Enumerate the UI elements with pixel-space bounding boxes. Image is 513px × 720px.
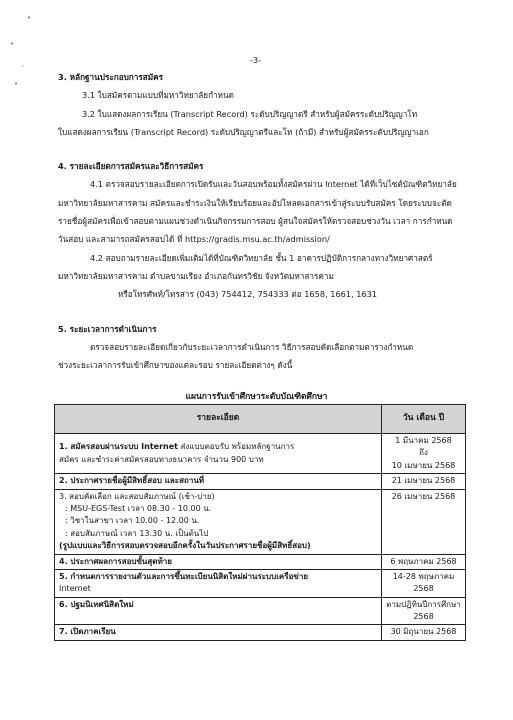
section-5-line: ตรวจสอบรายละเอียดเกี่ยวกับระยะเวลาการดำเนินการ วิธีการสอบคัดเลือกตามตารางกำหนด bbox=[90, 342, 414, 352]
row-title: 1. สมัครสอบผ่านระบบ Internet bbox=[59, 442, 178, 452]
section-3-item-2-line-2: ใบแสดงผลการเรียน (Transcript Record) ระดับปริญญาตรีและโท (ถ้ามี) สำหรับผู้สมัครระดับปริญญาเอก bbox=[58, 127, 429, 137]
row-date bbox=[382, 554, 466, 569]
section-4-2-line: 4.2 สอบถามรายละเอียดเพิ่มเติมได้ที่บัณฑิตวิทยาลัย ชั้น 1 อาคารปฏิบัติการกลางทางวิทยาศาสตร์ bbox=[90, 253, 433, 263]
row-date-line: 30 มิถุนายน 2568 bbox=[390, 627, 457, 637]
row-title: 6. ปฐมนิเทศนิสิตใหม่ bbox=[59, 599, 134, 609]
row-date bbox=[382, 597, 466, 625]
table-header-row bbox=[55, 405, 466, 434]
section-3-item-2-line-1: 3.2 ใบแสดงผลการเรียน (Transcript Record) ระดับปริญญาตรี สำหรับผู้สมัครระดับปริญญาโท bbox=[82, 109, 418, 119]
row-note: (รูปแบบและวิธีการสอบตรวจสอบอีกครั้งในวันประกาศรายชื่อผู้มีสิทธิ์สอบ) bbox=[59, 541, 311, 551]
row-title: 7. เปิดภาคเรียน bbox=[59, 627, 116, 637]
row-title: 2. ประกาศรายชื่อผู้มีสิทธิ์สอบ และสถานที่ bbox=[59, 476, 205, 486]
section-3-item-1: 3.1 ใบสมัครตามแบบที่มหาวิทยาลัยกำหนด bbox=[82, 90, 234, 100]
admission-schedule-table bbox=[54, 404, 466, 641]
row-date-line: ตามปฏิทินปีการศึกษา 2568 bbox=[386, 599, 461, 622]
row-line: : MSU-EGS-Test เวลา 08.30 - 10.00 น. bbox=[65, 503, 212, 513]
row-date bbox=[382, 569, 466, 597]
page-number: -3- bbox=[250, 55, 262, 65]
row-date-line: 10 เมษายน 2568 bbox=[391, 460, 456, 470]
row-date-line: ถึง bbox=[419, 448, 428, 458]
section-4-1-line: มหาวิทยาลัยมหาสารคาม สมัครและชำระเงินให้เรียบร้อยและอัปโหลดเอกสารเข้าสู่ระบบรับสมัคร โดยระบบจะตัด bbox=[58, 198, 452, 208]
row-line: : วิชาในสาขา เวลา 10.00 - 12.00 น. bbox=[65, 516, 200, 526]
row-date-line: 1 มีนาคม 2568 bbox=[395, 436, 452, 445]
section-4-2-line: หรือโทรศัพท์/โทรสาร (043) 754412, 754333 ต่อ 1658, 1661, 1631 bbox=[118, 289, 378, 299]
row-details bbox=[55, 625, 382, 640]
table-row bbox=[55, 597, 466, 625]
margin-mark: , bbox=[22, 60, 25, 68]
row-line: สมัคร และชำระค่าสมัครสอบทางธนาคาร จำนวน 900 บาท bbox=[59, 454, 264, 464]
section-3-heading: 3. หลักฐานประกอบการสมัคร bbox=[58, 72, 164, 82]
row-line: : สอบสัมภาษณ์ เวลา 13.30 น. เป็นต้นไป bbox=[65, 528, 209, 538]
row-title-rest: 3. สอบคัดเลือก และสอบสัมภาษณ์ (เช้า-บ่าย) bbox=[59, 491, 215, 501]
row-details bbox=[55, 434, 382, 474]
row-details bbox=[55, 569, 382, 597]
margin-mark: • bbox=[14, 80, 19, 88]
row-date bbox=[382, 625, 466, 640]
row-details bbox=[55, 474, 382, 489]
section-5-line: ช่วงระยะเวลาการรับเข้าศึกษาของแต่ละรอบ รายละเอียดต่างๆ ดังนี้ bbox=[58, 360, 293, 370]
row-title-rest: ส่งแบบตอบรับ พร้อมหลักฐานการ bbox=[177, 442, 295, 452]
table-row bbox=[55, 554, 466, 569]
row-date bbox=[382, 474, 466, 489]
margin-mark: • bbox=[10, 40, 15, 48]
section-4-1-line: รายชื่อผู้สมัครเพื่อเข้าสอบตามแผนช่วงดำเนินกิจกรรมการสอบ ผู้สนใจสมัครให้ตรวจสอบช่วงวัน เวลา การกำหนด bbox=[58, 216, 453, 226]
row-date bbox=[382, 434, 466, 474]
row-date-line: 14-28 พฤษภาคม 2568 bbox=[392, 571, 455, 594]
row-title: 4. ประกาศผลการสอบขั้นสุดท้าย bbox=[59, 556, 172, 566]
margin-mark: • bbox=[27, 14, 32, 22]
section-4-1-line: วันสอบ และสามารถสมัครสอบได้ ที่ https://gradis.msu.ac.th/admission/ bbox=[58, 234, 330, 244]
table-row bbox=[55, 489, 466, 554]
table-row bbox=[55, 625, 466, 640]
row-details bbox=[55, 489, 382, 554]
row-date bbox=[382, 489, 466, 554]
row-details bbox=[55, 597, 382, 625]
row-date-line: 6 พฤษภาคม 2568 bbox=[390, 556, 457, 566]
row-title: 5. กำหนดการรายงานตัวและการขึ้นทะเบียนนิสิตใหม่ผ่านระบบเครือข่าย bbox=[59, 571, 309, 581]
table-row bbox=[55, 434, 466, 474]
section-4-2-line: มหาวิทยาลัยมหาสารคาม ตำบลขามเรียง อำเภอกันทรวิชัย จังหวัดมหาสารคาม bbox=[58, 271, 334, 281]
row-date-line: 21 เมษายน 2568 bbox=[391, 476, 456, 486]
header-date: วัน เดือน ปี bbox=[382, 405, 466, 434]
table-row bbox=[55, 569, 466, 597]
row-line: Internet bbox=[59, 584, 91, 594]
row-date-line: 26 เมษายน 2568 bbox=[391, 491, 456, 501]
table-row bbox=[55, 474, 466, 489]
section-4-1-line: 4.1 ตรวจสอบรายละเอียดการเปิดรับและวันสอบพร้อมทั้งสมัครผ่าน Internet ได้ที่เว็บไซต์บัณฑิตวิทยาลัย bbox=[90, 179, 457, 189]
header-details: รายละเอียด bbox=[55, 405, 382, 434]
row-details bbox=[55, 554, 382, 569]
table-caption: แผนการรับเข้าศึกษาระดับบัณฑิตศึกษา bbox=[185, 392, 328, 402]
section-5-heading: 5. ระยะเวลาการดำเนินการ bbox=[58, 324, 157, 334]
section-4-heading: 4. รายละเอียดการสมัครและวิธีการสมัคร bbox=[58, 161, 204, 171]
